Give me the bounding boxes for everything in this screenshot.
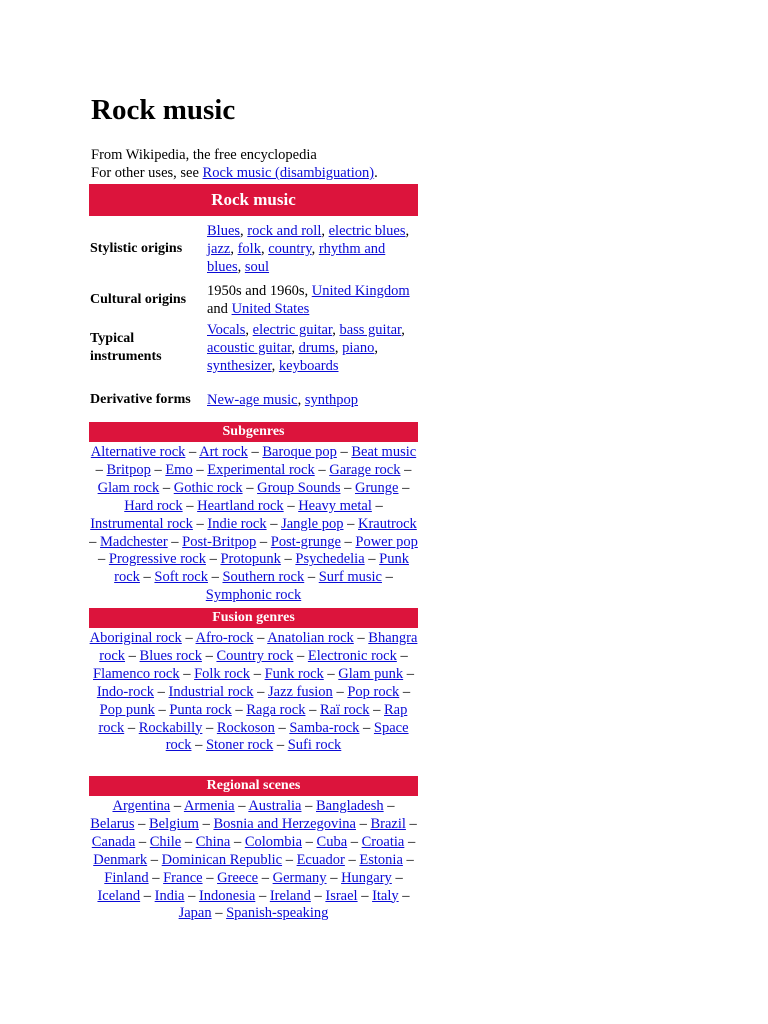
infobox-row-typical-instruments <box>89 318 418 378</box>
separator: – <box>159 479 174 496</box>
belarus-link[interactable]: Belarus <box>90 815 135 832</box>
separator: – <box>364 551 380 568</box>
glam-punk-link[interactable]: Glam punk <box>338 665 404 682</box>
soft-rock-link[interactable]: Soft rock <box>154 569 208 586</box>
subgenres-list <box>89 442 418 608</box>
blues-link[interactable]: Blues <box>207 223 241 239</box>
section-heading-fusion-genres: Fusion genres <box>89 608 418 628</box>
drums-link[interactable]: drums <box>298 340 335 356</box>
separator: – <box>274 719 290 736</box>
separator: , <box>260 241 269 257</box>
country-link[interactable]: country <box>268 241 312 257</box>
separator: – <box>398 479 410 496</box>
stoner-rock-link[interactable]: Stoner rock <box>205 737 274 754</box>
instrumental-rock-link[interactable]: Instrumental rock <box>90 515 193 532</box>
separator: – <box>184 887 199 904</box>
dominican-republic-link[interactable]: Dominican Republic <box>161 851 283 868</box>
emo-link[interactable]: Emo <box>165 461 193 478</box>
separator: – <box>383 798 395 814</box>
indo-rock-link[interactable]: Indo-rock <box>96 683 155 700</box>
separator: – <box>207 569 223 586</box>
united-kingdom-link[interactable]: United Kingdom <box>311 283 410 299</box>
southern-rock-link[interactable]: Southern rock <box>222 569 305 586</box>
separator: – <box>202 719 217 736</box>
hungary-link[interactable]: Hungary <box>341 869 392 886</box>
separator: – <box>242 479 258 496</box>
belgium-link[interactable]: Belgium <box>148 815 199 832</box>
gothic-rock-link[interactable]: Gothic rock <box>173 479 243 496</box>
separator: , <box>297 392 305 408</box>
separator: – <box>344 851 360 868</box>
punk-rock-link[interactable]: Punk rock <box>114 551 409 586</box>
estonia-link[interactable]: Estonia <box>359 851 403 868</box>
greece-link[interactable]: Greece <box>217 869 259 886</box>
regional-scenes-list <box>89 796 418 923</box>
separator: – <box>323 665 339 682</box>
separator: – <box>253 683 268 700</box>
britpop-link[interactable]: Britpop <box>106 461 151 478</box>
industrial-rock-link[interactable]: Industrial rock <box>168 683 254 700</box>
separator: – <box>314 461 330 478</box>
separator: – <box>140 887 155 904</box>
ecuador-link[interactable]: Ecuador <box>296 851 345 868</box>
raga-rock-link[interactable]: Raga rock <box>246 701 306 718</box>
hatnote-prefix: For other uses, see <box>91 165 203 181</box>
separator: , <box>401 322 405 338</box>
bangladesh-link[interactable]: Bangladesh <box>315 798 384 814</box>
rai-rock-link[interactable]: Raï rock <box>319 701 370 718</box>
separator: – <box>369 701 384 718</box>
heartland-rock-link[interactable]: Heartland rock <box>197 497 284 514</box>
separator: – <box>135 833 150 850</box>
progressive-rock-link[interactable]: Progressive rock <box>108 551 206 568</box>
tagline: From Wikipedia, the free encyclopedia <box>91 147 317 163</box>
row-label: Stylistic origins <box>90 241 183 256</box>
cuba-link[interactable]: Cuba <box>316 833 348 850</box>
grunge-link[interactable]: Grunge <box>354 479 399 496</box>
row-label: Derivative forms <box>90 392 191 407</box>
soul-link[interactable]: soul <box>244 259 270 275</box>
electric-guitar-link[interactable]: electric guitar <box>252 322 333 338</box>
separator: – <box>150 461 166 478</box>
separator: , <box>245 322 253 338</box>
canada-link[interactable]: Canada <box>91 833 136 850</box>
power-pop-link[interactable]: Power pop <box>355 533 418 550</box>
separator: – <box>201 647 217 664</box>
rap-rock-link[interactable]: Rap rock <box>98 701 408 736</box>
krautrock-link[interactable]: Krautrock <box>358 515 417 532</box>
separator: – <box>280 551 296 568</box>
row-value <box>207 391 418 409</box>
row-label: Typical instruments <box>90 331 162 364</box>
electronic-rock-link[interactable]: Electronic rock <box>307 647 397 664</box>
brazil-link[interactable]: Brazil <box>370 815 406 832</box>
hatnote-suffix: . <box>374 165 378 181</box>
separator: – <box>154 701 170 718</box>
separator: – <box>283 497 299 514</box>
separator: – <box>396 647 408 664</box>
separator: – <box>205 551 221 568</box>
baroque-pop-link[interactable]: Baroque pop <box>262 444 337 460</box>
vocals-link[interactable]: Vocals <box>207 322 246 338</box>
colombia-link[interactable]: Colombia <box>244 833 303 850</box>
france-link[interactable]: France <box>163 869 203 886</box>
separator: – <box>359 719 374 736</box>
bass-guitar-link[interactable]: bass guitar <box>339 322 402 338</box>
rockoson-link[interactable]: Rockoson <box>216 719 275 736</box>
jazz-link[interactable]: jazz <box>207 241 231 257</box>
israel-link[interactable]: Israel <box>325 887 358 904</box>
separator: – <box>340 479 355 496</box>
experimental-rock-link[interactable]: Experimental rock <box>207 461 315 478</box>
separator: – <box>134 815 149 832</box>
space-rock-link[interactable]: Space rock <box>165 719 409 754</box>
separator: , <box>291 340 299 356</box>
madchester-link[interactable]: Madchester <box>100 533 168 550</box>
garage-rock-link[interactable]: Garage rock <box>329 461 401 478</box>
united-states-link[interactable]: United States <box>231 301 310 317</box>
spanish-speaking-link[interactable]: Spanish-speaking <box>226 905 329 922</box>
separator: – <box>336 444 352 460</box>
denmark-link[interactable]: Denmark <box>93 851 148 868</box>
separator: – <box>402 851 414 868</box>
separator: – <box>302 833 317 850</box>
separator: – <box>353 630 369 646</box>
folk-rock-link[interactable]: Folk rock <box>194 665 251 682</box>
separator: – <box>399 683 411 700</box>
separator: – <box>347 833 362 850</box>
separator: – <box>332 683 348 700</box>
glam-rock-link[interactable]: Glam rock <box>97 479 160 496</box>
row-value <box>207 321 418 375</box>
separator: , <box>240 223 248 239</box>
separator: , <box>321 223 329 239</box>
synthpop-link[interactable]: synthpop <box>304 392 359 408</box>
separator: – <box>405 815 417 832</box>
separator: , <box>237 259 245 275</box>
synthesizer-link[interactable]: synthesizer <box>207 358 272 374</box>
separator: , <box>311 241 319 257</box>
fusion-genres-list <box>89 628 418 776</box>
separator: – <box>181 630 196 646</box>
separator: – <box>266 515 282 532</box>
acoustic-guitar-link[interactable]: acoustic guitar <box>207 340 292 356</box>
separator: – <box>211 905 227 922</box>
separator: – <box>404 833 416 850</box>
separator: – <box>125 647 140 664</box>
group-sounds-link[interactable]: Group Sounds <box>257 479 341 496</box>
separator: – <box>231 701 247 718</box>
art-rock-link[interactable]: Art rock <box>199 444 248 460</box>
infobox <box>89 184 418 923</box>
separator: – <box>179 665 195 682</box>
separator: , <box>334 340 343 356</box>
separator: – <box>89 533 101 550</box>
separator: , <box>271 358 279 374</box>
hard-rock-link[interactable]: Hard rock <box>124 497 183 514</box>
separator: – <box>391 869 403 886</box>
row-text: 1950s and 1960s, <box>207 283 312 299</box>
china-link[interactable]: China <box>195 833 231 850</box>
page-title: Rock music <box>91 94 236 126</box>
separator: – <box>403 665 414 682</box>
separator: – <box>293 647 308 664</box>
separator: – <box>139 569 155 586</box>
afro-rock-link[interactable]: Afro-rock <box>195 630 254 646</box>
separator: – <box>181 833 196 850</box>
infobox-row-derivative-forms <box>89 378 418 422</box>
separator: – <box>256 533 271 550</box>
separator: – <box>400 461 412 478</box>
hatnote <box>91 164 378 182</box>
bosnia-and-herzegovina-link[interactable]: Bosnia and Herzegovina <box>213 815 356 832</box>
separator: – <box>258 869 273 886</box>
alternative-rock-link[interactable]: Alternative rock <box>90 444 186 460</box>
electric-blues-link[interactable]: electric blues <box>328 223 406 239</box>
separator: – <box>282 851 297 868</box>
rhythm-and-blues-link[interactable]: rhythm and blues <box>207 241 386 275</box>
separator: – <box>185 444 200 460</box>
disambiguation-link[interactable]: Rock music (disambiguation) <box>202 165 375 181</box>
separator: – <box>381 569 393 586</box>
symphonic-rock-link[interactable]: Symphonic rock <box>205 587 302 604</box>
australia-link[interactable]: Australia <box>248 798 302 814</box>
protopunk-link[interactable]: Protopunk <box>220 551 281 568</box>
separator: – <box>95 461 107 478</box>
samba-rock-link[interactable]: Samba-rock <box>289 719 360 736</box>
separator: – <box>357 887 373 904</box>
separator: – <box>167 533 183 550</box>
section-heading-subgenres: Subgenres <box>89 422 418 442</box>
separator: – <box>247 444 263 460</box>
separator: – <box>398 887 410 904</box>
separator: – <box>253 630 268 646</box>
separator: – <box>304 569 319 586</box>
jazz-fusion-link[interactable]: Jazz fusion <box>267 683 333 700</box>
separator: – <box>250 665 265 682</box>
indonesia-link[interactable]: Indonesia <box>198 887 256 904</box>
infobox-row-stylistic-origins <box>89 216 418 282</box>
bhangra-rock-link[interactable]: Bhangra rock <box>99 630 418 664</box>
heavy-metal-link[interactable]: Heavy metal <box>298 497 372 514</box>
aboriginal-rock-link[interactable]: Aboriginal rock <box>89 630 182 646</box>
separator: , <box>374 340 378 356</box>
row-text: and <box>207 301 232 317</box>
separator: – <box>170 798 184 814</box>
separator: , <box>405 223 410 239</box>
separator: – <box>310 887 326 904</box>
blues-rock-link[interactable]: Blues rock <box>139 647 202 664</box>
anatolian-rock-link[interactable]: Anatolian rock <box>267 630 354 646</box>
separator: – <box>192 515 208 532</box>
separator: – <box>124 719 139 736</box>
post-britpop-link[interactable]: Post-Britpop <box>182 533 257 550</box>
separator: – <box>355 815 371 832</box>
separator: – <box>343 515 358 532</box>
separator: , <box>332 322 340 338</box>
separator: – <box>198 815 214 832</box>
indie-rock-link[interactable]: Indie rock <box>207 515 267 532</box>
separator: – <box>154 683 169 700</box>
separator: – <box>230 833 245 850</box>
argentina-link[interactable]: Argentina <box>112 798 171 814</box>
sufi-rock-link[interactable]: Sufi rock <box>287 737 342 754</box>
folk-link[interactable]: folk <box>237 241 261 257</box>
infobox-row-cultural-origins <box>89 282 418 318</box>
beat-music-link[interactable]: Beat music <box>351 444 417 460</box>
separator: – <box>148 869 164 886</box>
armenia-link[interactable]: Armenia <box>183 798 235 814</box>
infobox-title: Rock music <box>89 184 418 216</box>
jangle-pop-link[interactable]: Jangle pop <box>281 515 344 532</box>
separator: – <box>301 798 316 814</box>
new-age-music-link[interactable]: New-age music <box>207 392 298 408</box>
intro <box>91 146 378 182</box>
separator: – <box>191 737 206 754</box>
pop-punk-link[interactable]: Pop punk <box>99 701 155 718</box>
punta-rock-link[interactable]: Punta rock <box>169 701 232 718</box>
rock-and-roll-link[interactable]: rock and roll <box>247 223 322 239</box>
pop-rock-link[interactable]: Pop rock <box>347 683 400 700</box>
surf-music-link[interactable]: Surf music <box>318 569 382 586</box>
separator: – <box>255 887 270 904</box>
separator: – <box>98 551 109 568</box>
germany-link[interactable]: Germany <box>272 869 327 886</box>
separator: – <box>147 851 162 868</box>
finland-link[interactable]: Finland <box>104 869 149 886</box>
croatia-link[interactable]: Croatia <box>361 833 405 850</box>
india-link[interactable]: India <box>154 887 185 904</box>
separator: – <box>371 497 383 514</box>
funk-rock-link[interactable]: Funk rock <box>264 665 324 682</box>
chile-link[interactable]: Chile <box>149 833 182 850</box>
row-value <box>207 282 418 318</box>
separator: – <box>305 701 320 718</box>
keyboards-link[interactable]: keyboards <box>278 358 339 374</box>
section-heading-regional-scenes: Regional scenes <box>89 776 418 796</box>
country-rock-link[interactable]: Country rock <box>216 647 294 664</box>
ireland-link[interactable]: Ireland <box>269 887 311 904</box>
psychedelia-link[interactable]: Psychedelia <box>295 551 365 568</box>
separator: , <box>230 241 238 257</box>
separator: – <box>234 798 249 814</box>
separator: – <box>273 737 288 754</box>
separator: – <box>182 497 198 514</box>
separator: – <box>340 533 356 550</box>
separator: – <box>326 869 342 886</box>
flamenco-rock-link[interactable]: Flamenco rock <box>93 665 180 682</box>
japan-link[interactable]: Japan <box>178 905 212 922</box>
row-value <box>207 222 418 276</box>
separator: – <box>192 461 208 478</box>
post-grunge-link[interactable]: Post-grunge <box>270 533 341 550</box>
piano-link[interactable]: piano <box>342 340 375 356</box>
iceland-link[interactable]: Iceland <box>97 887 141 904</box>
rockabilly-link[interactable]: Rockabilly <box>138 719 203 736</box>
italy-link[interactable]: Italy <box>372 887 399 904</box>
separator: – <box>202 869 218 886</box>
row-label: Cultural origins <box>90 292 187 307</box>
